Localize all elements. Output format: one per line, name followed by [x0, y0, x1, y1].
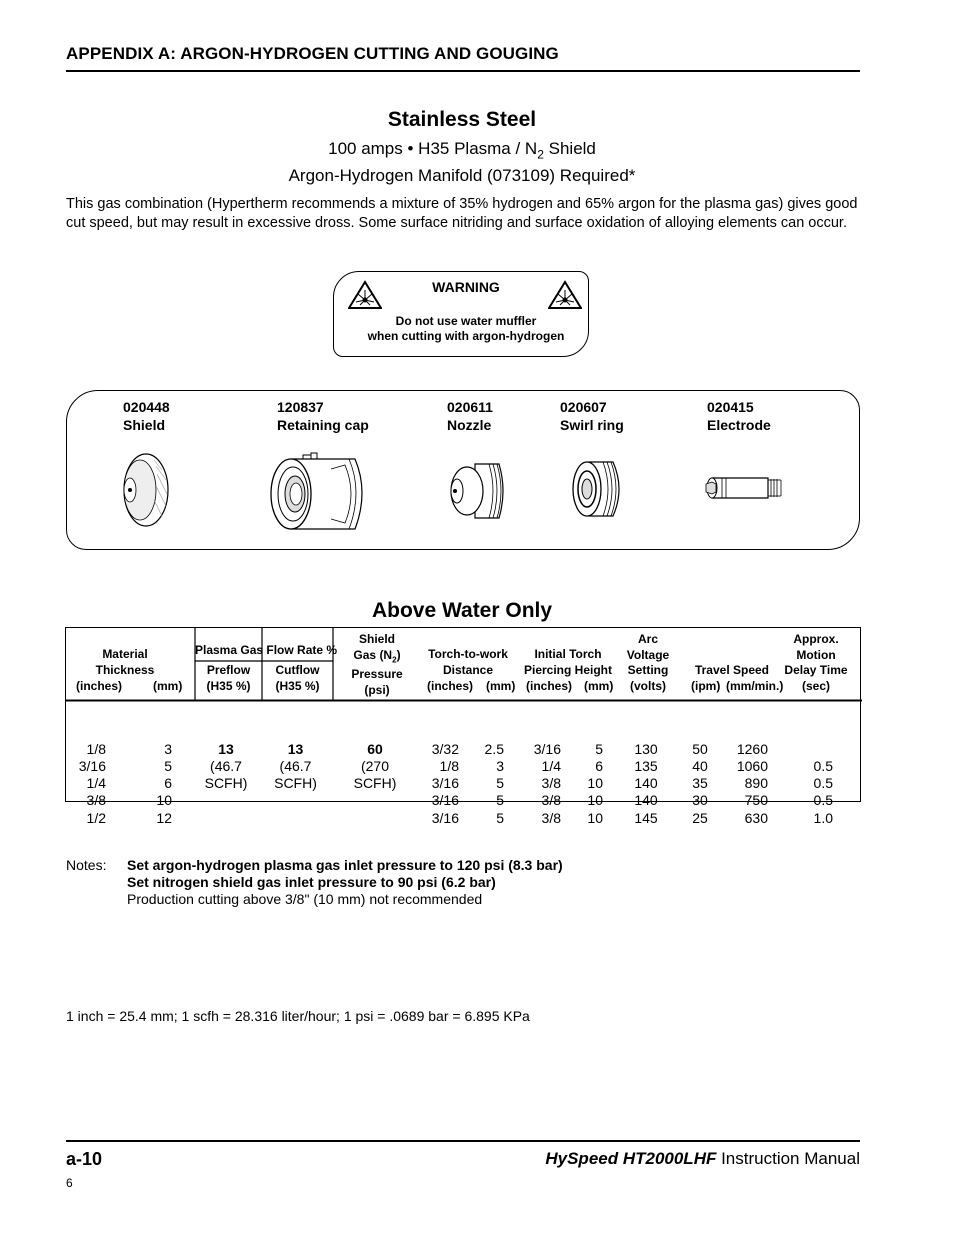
header-delay-time: Approx. Motion Delay Time (sec): [784, 632, 848, 693]
column-torch-mm: 2.5 3 5 5 5: [484, 740, 504, 826]
header-cutflow: Cutflow (H35 %): [275, 663, 320, 693]
column-delay-time: 0.5 0.5 0.5 1.0: [813, 757, 833, 826]
column-torch-inches: 3/32 1/8 3/16 3/16 3/16: [431, 740, 459, 826]
header-plasma-gas: Plasma Gas Flow Rate %: [195, 643, 338, 657]
page-header-title: APPENDIX A: ARGON-HYDROGEN CUTTING AND GOUGING: [66, 44, 559, 63]
note-shield-pressure: Set nitrogen shield gas inlet pressure to 90 psi (6.2 bar): [127, 874, 496, 890]
header-torch-inches: (inches): [427, 679, 474, 693]
header-material-inches: (inches): [76, 679, 123, 693]
page-title: Stainless Steel: [387, 108, 537, 131]
column-speed-mm: 1260 1060 890 750 630: [736, 740, 768, 826]
note-production-limit: Production cutting above 3/8" (10 mm) not recommended: [127, 891, 483, 907]
section-title: Above Water Only: [371, 599, 553, 622]
column-cutflow: 13 (46.7 SCFH): [274, 740, 317, 792]
manifold-subtitle: Argon-Hydrogen Manifold (073109) Required*: [288, 166, 636, 185]
warning-title: WARNING: [432, 279, 500, 295]
column-arc-voltage: 130 135 140 140 145: [634, 740, 658, 826]
shield-image: [110, 450, 174, 530]
header-material: Material Thickness: [95, 647, 155, 677]
header-travel-speed: Travel Speed: [694, 663, 770, 677]
nozzle-image: [447, 458, 509, 524]
header-speed-ipm: (ipm): [691, 679, 721, 693]
part-swirl-ring: 020607 Swirl ring: [560, 399, 624, 433]
note-plasma-pressure: Set argon-hydrogen plasma gas inlet pressure to 120 psi (8.3 bar): [127, 857, 563, 873]
retaining-cap-image: [265, 447, 373, 537]
warning-message: Do not use water muffler when cutting with argon-hydrogen: [367, 314, 565, 343]
electrode-image: [702, 472, 784, 504]
column-thickness-inches: 1/8 3/16 1/4 3/8 1/2: [78, 740, 106, 826]
column-thickness-mm: 3 5 6 10 12: [156, 740, 172, 826]
column-pierce-mm: 5 6 10 10 10: [587, 740, 603, 826]
column-pierce-inches: 3/16 1/4 3/8 3/8 3/8: [533, 740, 561, 826]
header-speed-mm: (mm/min.): [726, 679, 784, 693]
manual-title: HySpeed HT2000LHF Instruction Manual: [545, 1149, 860, 1168]
header-pierce-height: Initial Torch Piercing Height: [523, 647, 612, 677]
part-retaining-cap: 120837 Retaining cap: [277, 399, 369, 433]
header-pierce-mm: (mm): [584, 679, 614, 693]
process-subtitle: 100 amps • H35 Plasma / $N_2$ Shield: [328, 139, 596, 162]
header-rule: [66, 70, 860, 72]
header-preflow: Preflow (H35 %): [206, 663, 251, 693]
header-material-mm: (mm): [153, 679, 183, 693]
part-nozzle: 020611 Nozzle: [447, 399, 493, 433]
header-pierce-inches: (inches): [526, 679, 573, 693]
column-speed-ipm: 50 40 35 30 25: [692, 740, 708, 826]
part-electrode: 020415 Electrode: [707, 399, 771, 433]
header-arc-voltage: Arc Voltage Setting (volts): [626, 632, 670, 693]
column-shield-pressure: 60 (270 SCFH): [353, 740, 397, 792]
intro-paragraph: This gas combination (Hypertherm recommends a mixture of 35% hydrogen and 65% argon for the plasma gas) gives good cut speed, but may result in excessive dross. Some surface nitriding and surface oxidation of alloying elements can occur.: [66, 196, 858, 231]
page-index: 6: [66, 1176, 73, 1190]
column-preflow: 13 (46.7 SCFH): [204, 740, 248, 792]
unit-conversion: 1 inch = 25.4 mm; 1 scfh = 28.316 liter/hour; 1 psi = .0689 bar = 6.895 KPa: [66, 1008, 530, 1024]
swirl-ring-image: [567, 458, 629, 520]
notes-label: Notes:: [66, 857, 107, 873]
header-torch-distance: Torch-to-work Distance: [428, 647, 508, 677]
header-torch-mm: (mm): [486, 679, 516, 693]
footer-rule: [66, 1140, 860, 1142]
part-shield: 020448 Shield: [123, 399, 170, 433]
page-number: a-10: [66, 1149, 103, 1169]
header-shield-gas: Shield Gas $(N_2)$ Pressure (psi): [351, 632, 403, 697]
cut-chart-table: [65, 627, 861, 826]
